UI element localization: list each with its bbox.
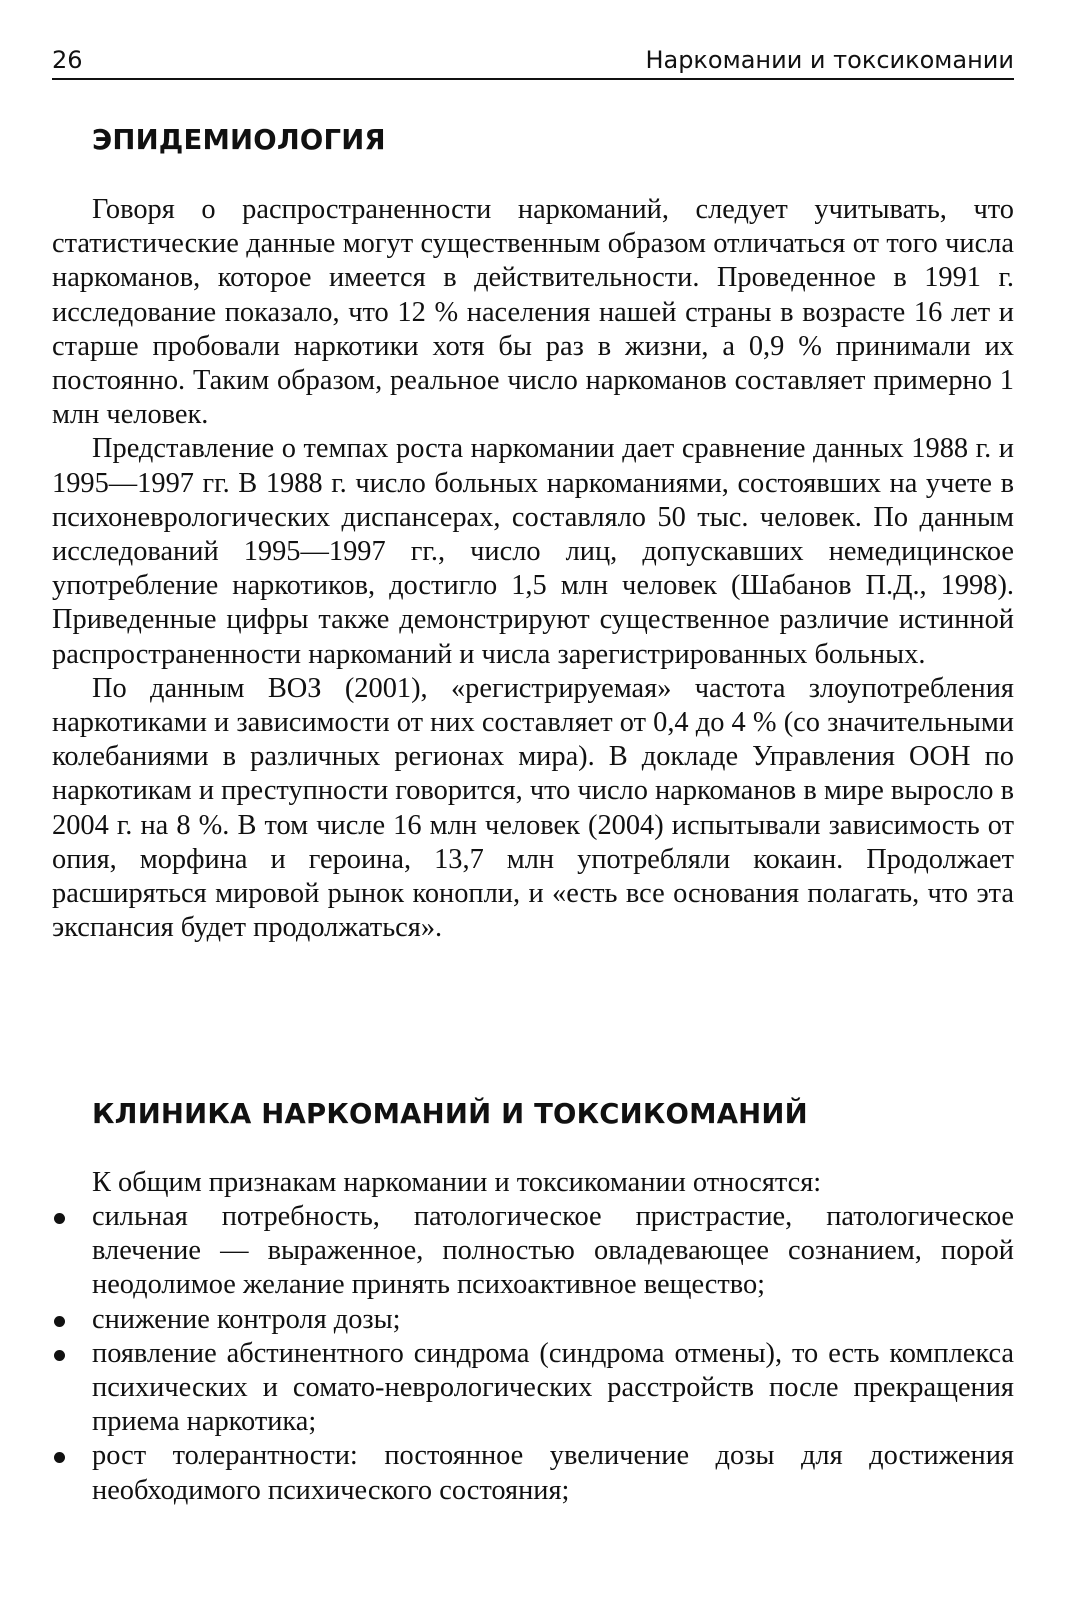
bullet-icon bbox=[54, 1452, 65, 1463]
running-header bbox=[52, 44, 1014, 84]
list-item-text: снижение контроля дозы; bbox=[92, 1303, 401, 1335]
header-rule bbox=[52, 78, 1014, 80]
list-item bbox=[52, 1439, 1014, 1507]
paragraph: Представление о темпах роста наркомании дает сравнение данных 1988 г. и 1995—1997 гг. В 1988 г. число больных наркоманиями, состоявших на учете в психоневрологических диспансерах, составляло 50 тыс. человек. По данным исследований 1995—1997 гг., число лиц, допускавших немедицинское употребление наркотиков, достигло 1,5 млн человек (Шабанов П.Д., 1998). Приведенные цифры также демонстрируют существенное различие истинной распространенности наркоманий и числа зарегистрированных больных. bbox=[52, 433, 1014, 670]
list-item bbox=[52, 1303, 1014, 1337]
running-title: Наркомании и токсикомании bbox=[645, 46, 1014, 74]
intro-paragraph: К общим признакам наркомании и токсикомании относятся: bbox=[92, 1167, 822, 1198]
section-heading-epidemiology: ЭПИДЕМИОЛОГИЯ bbox=[92, 124, 386, 156]
list-item-text: сильная потребность, патологическое пристрастие, патологическое влечение — выраженное, полностью овладевающее сознанием, порой неодолимое желание принять психоактивное вещество; bbox=[92, 1201, 1014, 1301]
section-heading-clinic: КЛИНИКА НАРКОМАНИЙ И ТОКСИКОМАНИЙ bbox=[92, 1098, 808, 1130]
epidemiology-text bbox=[52, 193, 1014, 945]
clinic-intro bbox=[52, 1166, 1014, 1200]
list-item bbox=[52, 1200, 1014, 1303]
paragraph: По данным ВОЗ (2001), «регистрируемая» частота злоупотребления наркотиками и зависимости от них составляет от 0,4 до 4 % (со значительными колебаниями в различных регионах мира). В докладе Управления ООН по наркотикам и преступности говорится, что число наркоманов в мире выросло в 2004 г. на 8 %. В том числе 16 млн человек (2004) испытывали зависимость от опия, морфина и героина, 13,7 млн употребляли кокаин. Продолжает расширяться мировой рынок конопли, и «есть все основания полагать, что эта экспансия будет продолжаться». bbox=[52, 672, 1014, 944]
list-item bbox=[52, 1337, 1014, 1440]
symptom-list bbox=[52, 1200, 1014, 1508]
list-item-text: появление абстинентного синдрома (синдрома отмены), то есть комплекса психических и сомато-неврологических расстройств после прекращения приема наркотика; bbox=[92, 1337, 1014, 1438]
paragraph: Говоря о распространенности наркоманий, следует учитывать, что статистические данные могут существенным образом отличаться от того числа наркоманов, которое имеется в действительности. Проведенное в 1991 г. исследование показало, что 12 % населения нашей страны в возрасте 16 лет и старше пробовали наркотики хотя бы раз в жизни, а 0,9 % принимали их постоянно. Таким образом, реальное число наркоманов составляет примерно 1 млн человек. bbox=[52, 194, 1014, 431]
list-item-text: рост толерантности: постоянное увеличение дозы для достижения необходимого психического состояния; bbox=[92, 1440, 1014, 1506]
book-page bbox=[52, 0, 1014, 1600]
bullet-icon bbox=[54, 1213, 65, 1224]
bullet-icon bbox=[54, 1316, 65, 1327]
bullet-icon bbox=[54, 1350, 65, 1361]
page-number: 26 bbox=[52, 46, 83, 74]
